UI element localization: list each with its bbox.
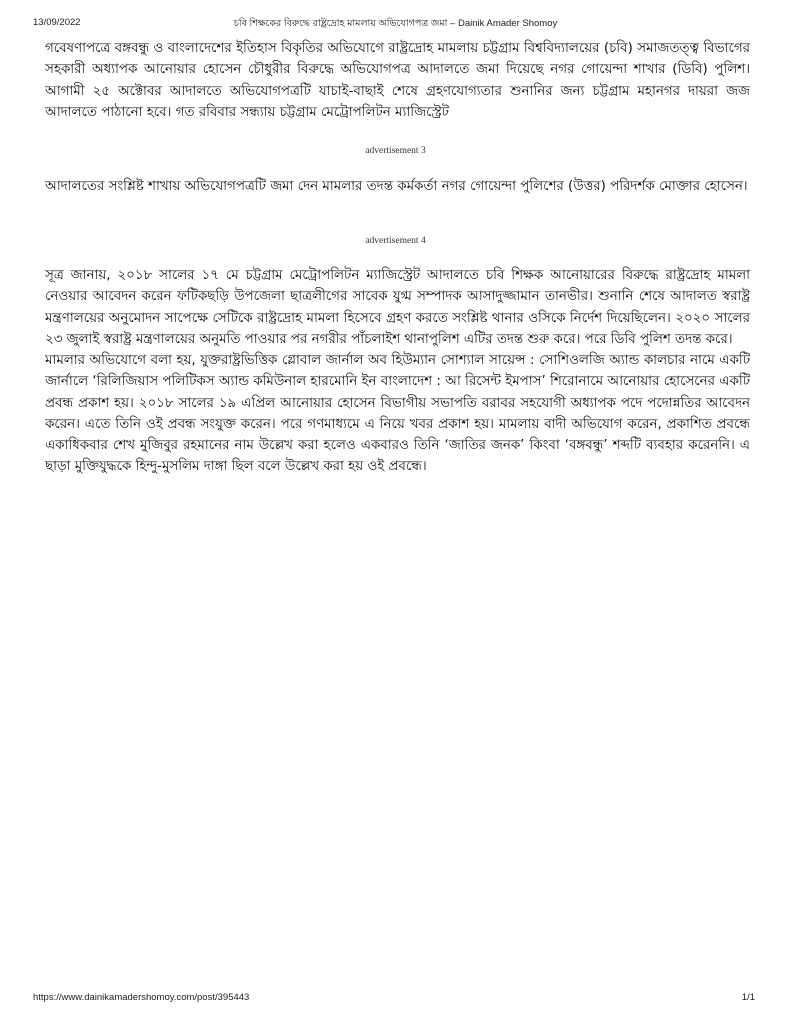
article-paragraph-1: গবেষণাপত্রে বঙ্গবন্ধু ও বাংলাদেশের ইতিহাস বিকৃতির অভিযোগে রাষ্ট্রদ্রোহ মামলায় চট্টগ্রাম বিশ্ববিদ্যালয়ের (চবি) সমাজতত্ত্ব বিভাগের সহকারী অধ্যাপক আনোয়ার হোসেন চৌধুরীর বিরুদ্ধে অভিযোগপত্র আদালতে জমা দিয়েছে নগর গোয়েন্দা শাখার (ডিবি) পুলিশ। আগামী ২৫ অক্টোবর আদালতে অভিযোগপত্রটি যাচাই-বাছাই শেষে গ্রহণযোগ্যতার শুনানির জন্য চট্টগ্রাম মহানগর দায়রা জজ আদালতে পাঠানো হবে। গত রবিবার সন্ধ্যায় চট্টগ্রাম মেট্রোপলিটন ম্যাজিস্ট্রেট <box>45 41 750 120</box>
advertisement-label-4: advertisement 4 <box>365 236 426 246</box>
page-title: চবি শিক্ষকের বিরুদ্ধে রাষ্ট্রদ্রোহ মামলায় অভিযোগপত্র জমা – Dainik Amader Shomoy <box>233 18 558 29</box>
print-date: 13/09/2022 <box>33 17 81 28</box>
page-number: 1/1 <box>741 992 755 1003</box>
article-paragraph-2: আদালতের সংশ্লিষ্ট শাখায় অভিযোগপত্রটি জমা দেন মামলার তদন্ত কর্মকর্তা নগর গোয়েন্দা পুলিশের (উত্তর) পরিদর্শক মোক্তার হোসেন। <box>45 179 748 194</box>
article-paragraph-4: মামলার অভিযোগে বলা হয়, যুক্তরাষ্ট্রভিত্তিক গ্লোবাল জার্নাল অব হিউম্যান সোশ্যাল সায়েন্স : সোশিওলজি অ্যান্ড কালচার নামে একটি জার্নালে ‘রিলিজিয়াস পলিটিকস অ্যান্ড কমিউনাল হারমোনি ইন বাংলাদেশ : আ রিসেন্ট ইমপাস’ শিরোনামে আনোয়ার হোসেনের একটি প্রবন্ধ প্রকাশ হয়। ২০১৮ সালের ১৯ এপ্রিল আনোয়ার হোসেন বিভাগীয় সভাপতি বরাবর সহযোগী অধ্যাপক পদে পদোন্নতির আবেদন করেন। এতে তিনি ওই প্রবন্ধ সংযুক্ত করেন। পরে গণমাধ্যমে এ নিয়ে খবর প্রকাশ হয়। মামলায় বাদী অভিযোগ করেন, প্রকাশিত প্রবন্ধে একাধিকবার শেখ মুজিবুর রহমানের নাম উল্লেখ করা হলেও একবারও তিনি ‘জাতির জনক’ কিংবা ‘বঙ্গবন্ধু’ শব্দটি ব্যবহার করেননি। এ ছাড়া মুক্তিযুদ্ধকে হিন্দু-মুসলিম দাঙ্গা ছিল বলে উল্লেখ করা হয় ওই প্রবন্ধে। <box>45 353 750 475</box>
advertisement-label-3: advertisement 3 <box>365 146 426 156</box>
footer-url-link[interactable]: https://www.dainikamadershomoy.com/post/395443 <box>33 992 250 1003</box>
article-paragraph-3: সূত্র জানায়, ২০১৮ সালের ১৭ মে চট্টগ্রাম মেট্রোপলিটন ম্যাজিস্ট্রেট আদালতে চবি শিক্ষক আনোয়ারের বিরুদ্ধে রাষ্ট্রদ্রোহ মামলা নেওয়ার আবেদন করেন ফটিকছড়ি উপজেলা ছাত্রলীগের সাবেক যুগ্ম সম্পাদক আসাদুজ্জামান তানভীর। শুনানি শেষে আদালত স্বরাষ্ট্র মন্ত্রণালয়ের অনুমোদন সাপেক্ষে সেটিকে রাষ্ট্রদ্রোহ মামলা হিসেবে গ্রহণ করতে সংশ্লিষ্ট থানার ওসিকে নির্দেশ দিয়েছিলেন। ২০২০ সালের ২৩ জুলাই স্বরাষ্ট্র মন্ত্রণালয়ের অনুমতি পাওয়ার পর নগরীর পাঁচলাইশ থানাপুলিশ এটির তদন্ত শুরু করে। পরে ডিবি পুলিশ তদন্ত করে। <box>45 268 750 347</box>
